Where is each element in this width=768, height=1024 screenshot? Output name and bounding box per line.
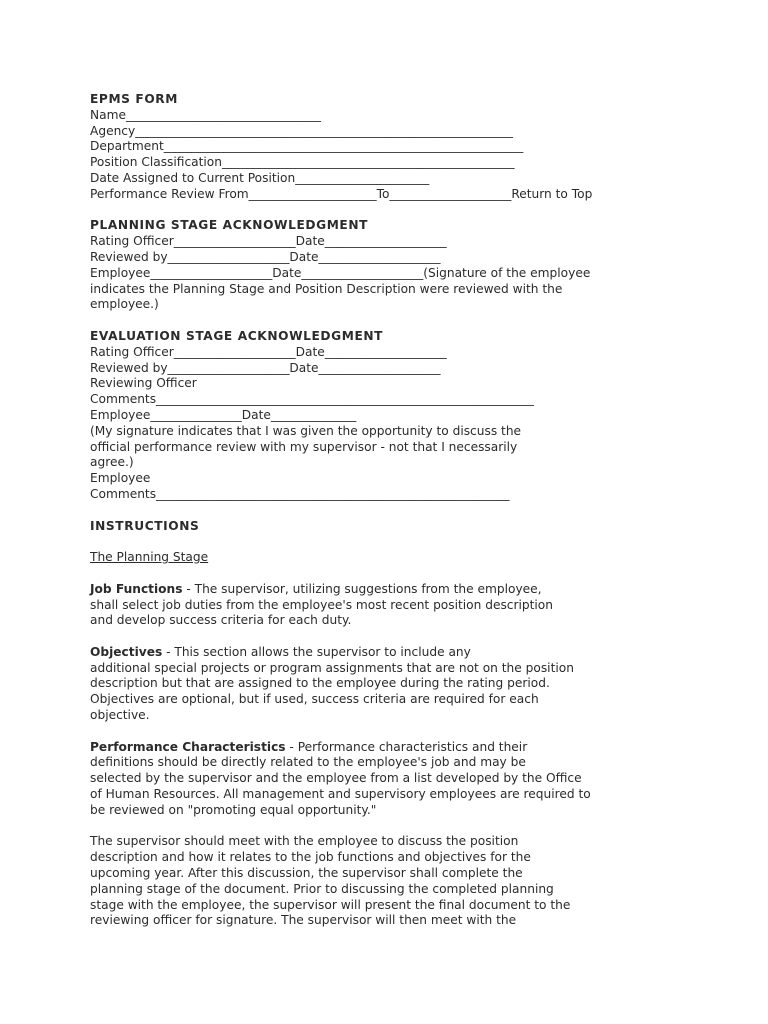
date-assigned-field: Date Assigned to Current Position______________________ (90, 170, 430, 185)
review-period-row (90, 187, 690, 203)
paragraph-line: Objectives are optional, but if used, success criteria are required for each (90, 692, 539, 707)
evaluation-employee-field: Employee_______________Date______________ (90, 407, 357, 422)
employee-label: Employee (90, 471, 151, 486)
evaluation-rating-officer-field: Rating Officer____________________Date____________________ (90, 344, 447, 359)
performance-characteristics-paragraph (90, 740, 690, 819)
review-period-field: Performance Review From_____________________To____________________ (90, 186, 512, 201)
evaluation-note-line: official performance review with my supervisor - not that I necessarily (90, 439, 518, 454)
paragraph-line: description but that are assigned to the employee during the rating period. (90, 676, 550, 691)
evaluation-reviewed-by-field: Reviewed by____________________Date____________________ (90, 360, 441, 375)
evaluation-note-line: agree.) (90, 455, 134, 470)
paragraph-line: of Human Resources. All management and supervisory employees are required to (90, 787, 591, 802)
paragraph-line: upcoming year. After this discussion, the supervisor shall complete the (90, 866, 523, 881)
objectives-paragraph (90, 645, 690, 724)
evaluation-ack-heading: EVALUATION STAGE ACKNOWLEDGMENT (90, 328, 384, 343)
planning-stage-link[interactable]: The Planning Stage (90, 550, 209, 565)
employee-comments-field: Comments__________________________________________________________ (90, 486, 510, 501)
name-field: Name________________________________ (90, 107, 321, 122)
paragraph-line: objective. (90, 708, 150, 723)
department-field: Department___________________________________________________________ (90, 139, 524, 154)
instructions-heading: INSTRUCTIONS (90, 518, 200, 533)
planning-rating-officer-field: Rating Officer____________________Date____________________ (90, 234, 447, 249)
paragraph-line: selected by the supervisor and the employee from a list developed by the Office (90, 771, 582, 786)
planning-note-line: indicates the Planning Stage and Position Description were reviewed with the (90, 281, 563, 296)
paragraph-line: planning stage of the document. Prior to discussing the completed planning (90, 881, 554, 896)
planning-ack-heading: PLANNING STAGE ACKNOWLEDGMENT (90, 218, 369, 233)
planning-note-line: employee.) (90, 297, 159, 312)
evaluation-note-line: (My signature indicates that I was given the opportunity to discuss the (90, 423, 522, 438)
performance-characteristics-term: Performance Characteristics (90, 739, 286, 754)
job-functions-paragraph (90, 582, 690, 629)
paragraph-line: and develop success criteria for each duty. (90, 613, 352, 628)
closing-paragraph (90, 834, 690, 929)
paragraph-line: description and how it relates to the job functions and objectives for the (90, 850, 531, 865)
paragraph-line: reviewing officer for signature. The supervisor will then meet with the (90, 913, 517, 928)
classification-field: Position Classification________________________________________________ (90, 155, 515, 170)
reviewing-officer-comments-field: Comments______________________________________________________________ (90, 392, 534, 407)
planning-reviewed-by-field: Reviewed by____________________Date____________________ (90, 249, 441, 264)
paragraph-line: shall select job duties from the employee's most recent position description (90, 597, 553, 612)
form-title: EPMS FORM (90, 92, 179, 106)
planning-employee-field: Employee____________________Date____________________(Signature of the employee (90, 265, 591, 280)
objectives-term: Objectives (90, 644, 163, 659)
paragraph-line: additional special projects or program assignments that are not on the position (90, 660, 574, 675)
reviewing-officer-label: Reviewing Officer (90, 376, 197, 391)
paragraph-line: - Performance characteristics and their (285, 739, 528, 754)
agency-field: Agency______________________________________________________________ (90, 123, 514, 138)
paragraph-line: - The supervisor, utilizing suggestions from the employee, (182, 581, 542, 596)
paragraph-line: be reviewed on "promoting equal opportunity." (90, 802, 377, 817)
paragraph-line: The supervisor should meet with the employee to discuss the position (90, 834, 519, 849)
paragraph-line: definitions should be directly related to the employee's job and may be (90, 755, 526, 770)
paragraph-line: stage with the employee, the supervisor will present the final document to the (90, 897, 571, 912)
return-to-top-link[interactable]: Return to Top (511, 186, 593, 201)
job-functions-term: Job Functions (90, 581, 183, 596)
document-page (90, 92, 690, 929)
paragraph-line: - This section allows the supervisor to include any (162, 644, 471, 659)
